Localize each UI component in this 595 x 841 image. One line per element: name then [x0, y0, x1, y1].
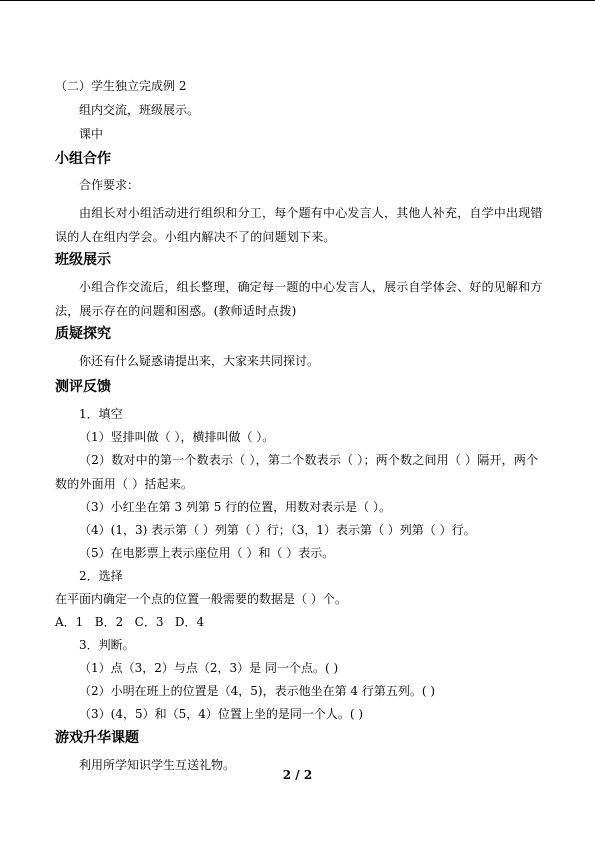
paragraph: 由组长对小组活动进行组织和分工，每个题有中心发言人，其他人补充，自学中出现错误的人在组内学会。小组内解决不了的问题划下来。 [55, 206, 543, 244]
text-line: 课中 [79, 127, 104, 141]
page-content [55, 78, 545, 773]
heading-class-show: 班级展示 [55, 252, 111, 268]
top-rule [0, 0, 595, 1]
question-item: （1）点（3，2）与点（2，3）是 同一个点。( ) [79, 661, 339, 675]
text-line: 你还有什么疑惑请提出来，大家来共同探讨。 [79, 354, 320, 368]
page-number: 2 / 2 [282, 768, 313, 782]
question-title: 1．填空 [79, 407, 123, 421]
text-line: 利用所学知识学生互送礼物。 [79, 758, 236, 772]
question-item: （2）数对中的第一个数表示（ ），第二个数表示（ ）；两个数之间用（ ）隔开，两个数的外面用（ ）括起来。 [55, 453, 539, 491]
heading-group-cooperation: 小组合作 [55, 151, 111, 167]
heading-query-explore: 质疑探究 [55, 326, 111, 342]
text-line: 合作要求： [79, 178, 140, 192]
question-title: 2．选择 [79, 569, 123, 583]
question-item: （3）小红坐在第 3 列第 5 行的位置，用数对表示是（ ）。 [79, 500, 391, 514]
question-item: （1）竖排叫做（ ），横排叫做（ ）。 [79, 430, 275, 444]
question-item: （4）(1，3) 表示第（ ）列第（ ）行；（3，1）表示第（ ）列第（ ）行。 [79, 523, 476, 537]
question-item: （5）在电影票上表示座位用（ ）和（ ）表示。 [79, 546, 335, 560]
question-title: 3．判断。 [79, 638, 135, 652]
question-item: （3）(4，5）和（5，4）位置上坐的是同一个人。( ) [79, 707, 364, 721]
question-item: （2）小明在班上的位置是（4，5)，表示他坐在第 4 行第五列。( ) [79, 684, 436, 698]
heading-game: 游戏升华课题 [55, 730, 139, 746]
paragraph: 小组合作交流后，组长整理，确定每一题的中心发言人，展示自学体会、好的见解和方法，展示存在的问题和困惑。(教师适时点拨) [55, 280, 543, 318]
text-line: （二）学生独立完成例 2 [55, 79, 187, 93]
heading-evaluation-feedback: 测评反馈 [55, 379, 111, 395]
question-item: 在平面内确定一个点的位置一般需要的数据是（ ）个。 [55, 592, 347, 606]
question-options: A．1 B．2 C．3 D．4 [55, 615, 205, 629]
text-line: 组内交流，班级展示。 [79, 103, 200, 117]
